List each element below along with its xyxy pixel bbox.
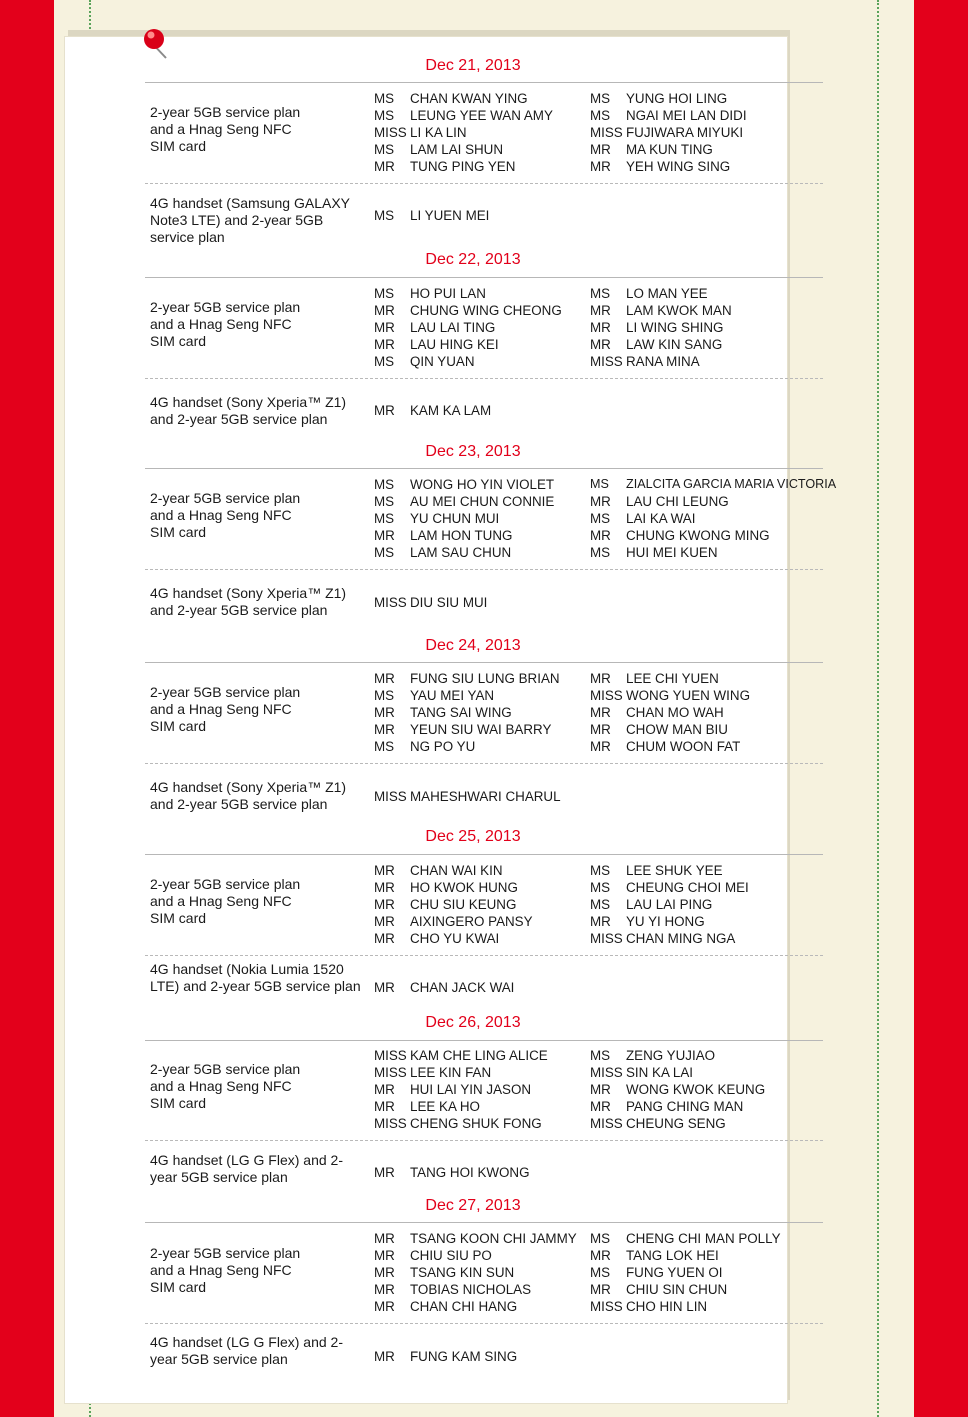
winner-entry bbox=[374, 879, 518, 896]
winner-name: ZIALCITA GARCIA MARIA VICTORIA bbox=[626, 477, 837, 491]
winner-name: LEE KA HO bbox=[410, 1099, 480, 1114]
winner-name: LAU LAI PING bbox=[626, 897, 713, 912]
winner-entry bbox=[374, 1298, 517, 1315]
winner-name: LAU LAI TING bbox=[410, 320, 496, 335]
winner-entry bbox=[374, 670, 560, 687]
winner-title: MS bbox=[374, 477, 395, 492]
winner-name: FUNG YUEN OI bbox=[626, 1265, 723, 1280]
winner-name: WONG KWOK KEUNG bbox=[626, 1082, 766, 1097]
winner-name: LI YUEN MEI bbox=[410, 208, 490, 223]
winner-title: MISS bbox=[374, 595, 407, 610]
winner-name: TUNG PING YEN bbox=[410, 159, 516, 174]
winner-name: LAU HING KEI bbox=[410, 337, 499, 352]
winner-name: CHIU SIN CHUN bbox=[626, 1282, 728, 1297]
winner-name: RANA MINA bbox=[626, 354, 700, 369]
winner-entry bbox=[374, 1047, 548, 1064]
winner-entry bbox=[374, 107, 553, 124]
winner-entry bbox=[374, 402, 491, 419]
winner-entry bbox=[590, 476, 836, 493]
winner-entry bbox=[374, 336, 499, 353]
winner-name: CHAN MO WAH bbox=[626, 705, 724, 720]
winner-title: MR bbox=[374, 320, 395, 335]
winner-title: MS bbox=[374, 545, 395, 560]
winner-title: MS bbox=[374, 208, 395, 223]
winner-name: LAW KIN SANG bbox=[626, 337, 723, 352]
winner-entry bbox=[374, 1164, 530, 1181]
date-divider bbox=[145, 1040, 823, 1041]
winner-entry bbox=[590, 90, 727, 107]
winner-entry bbox=[374, 493, 554, 510]
winner-name: CHUM WOON FAT bbox=[626, 739, 741, 754]
winner-name: NG PO YU bbox=[410, 739, 476, 754]
winner-name: KAM CHE LING ALICE bbox=[410, 1048, 548, 1063]
winner-name: AIXINGERO PANSY bbox=[410, 914, 533, 929]
sim-prize-description: 2-year 5GB service plan and a Hnag Seng NFC SIM card bbox=[150, 684, 301, 734]
date-divider bbox=[145, 468, 823, 469]
winner-title: MR bbox=[374, 914, 395, 929]
winner-title: MISS bbox=[374, 1116, 407, 1131]
winner-name: YUNG HOI LING bbox=[626, 91, 728, 106]
winner-title: MS bbox=[374, 91, 395, 106]
handset-prize-description: 4G handset (LG G Flex) and 2-year 5GB service plan bbox=[150, 1152, 343, 1185]
winner-entry bbox=[590, 879, 749, 896]
winner-title: MISS bbox=[590, 125, 623, 140]
winner-entry bbox=[374, 302, 562, 319]
draw-date: Dec 21, 2013 bbox=[425, 57, 521, 74]
winner-name: ZENG YUJIAO bbox=[626, 1048, 716, 1063]
winner-entry bbox=[374, 544, 511, 561]
winner-entry bbox=[590, 738, 740, 755]
draw-date: Dec 25, 2013 bbox=[425, 828, 521, 845]
date-divider bbox=[145, 1222, 823, 1223]
winner-title: MS bbox=[590, 545, 611, 560]
winner-title: MS bbox=[374, 494, 395, 509]
handset-prize-description: 4G handset (Samsung GALAXY Note3 LTE) and 2-year 5GB service plan bbox=[150, 195, 350, 245]
winner-title: MS bbox=[590, 511, 611, 526]
winner-name: MA KUN TING bbox=[626, 142, 713, 157]
winner-entry bbox=[590, 913, 705, 930]
winner-entry bbox=[374, 594, 487, 611]
winner-title: MR bbox=[590, 671, 611, 686]
winner-name: AU MEI CHUN CONNIE bbox=[410, 494, 555, 509]
winner-title: MR bbox=[374, 1099, 395, 1114]
winner-title: MS bbox=[374, 739, 395, 754]
winner-title: MR bbox=[374, 1265, 395, 1280]
winner-title: MR bbox=[590, 914, 611, 929]
prize-divider bbox=[145, 1140, 823, 1141]
winner-name: WONG HO YIN VIOLET bbox=[410, 477, 555, 492]
winner-name: CHUNG WING CHEONG bbox=[410, 303, 562, 318]
handset-prize-description: 4G handset (Sony Xperia™ Z1) and 2-year 5GB service plan bbox=[150, 585, 347, 618]
winner-name: CHO HIN LIN bbox=[626, 1299, 708, 1314]
winner-title: MR bbox=[374, 880, 395, 895]
winner-entry bbox=[374, 353, 475, 370]
winner-entry bbox=[374, 721, 551, 738]
date-divider bbox=[145, 82, 823, 83]
winner-title: MR bbox=[374, 1248, 395, 1263]
winner-name: TANG SAI WING bbox=[410, 705, 512, 720]
draw-date: Dec 26, 2013 bbox=[425, 1014, 521, 1031]
winner-title: MR bbox=[590, 159, 611, 174]
winner-entry bbox=[374, 979, 514, 996]
winner-entry bbox=[590, 1230, 781, 1247]
sim-prize-description: 2-year 5GB service plan and a Hnag Seng NFC SIM card bbox=[150, 299, 301, 349]
winner-name: LAM SAU CHUN bbox=[410, 545, 512, 560]
winner-name: YU YI HONG bbox=[626, 914, 705, 929]
prize-divider bbox=[145, 763, 823, 764]
winner-title: MR bbox=[374, 159, 395, 174]
winner-title: MISS bbox=[590, 354, 623, 369]
winner-entry bbox=[590, 1115, 726, 1132]
winner-title: MR bbox=[374, 337, 395, 352]
winner-title: MR bbox=[590, 494, 611, 509]
winner-title: MISS bbox=[374, 1048, 407, 1063]
winner-entry bbox=[590, 1081, 765, 1098]
winner-name: CHEUNG SENG bbox=[626, 1116, 726, 1131]
winner-name: TSANG KIN SUN bbox=[410, 1265, 515, 1280]
winner-entry bbox=[374, 704, 512, 721]
winner-entry bbox=[590, 1298, 707, 1315]
winner-title: MS bbox=[590, 108, 611, 123]
winner-entry bbox=[374, 913, 533, 930]
winner-name: SIN KA LAI bbox=[626, 1065, 693, 1080]
winner-title: MS bbox=[590, 286, 611, 301]
right-dotted-border bbox=[877, 0, 879, 1417]
winner-entry bbox=[374, 788, 561, 805]
winner-entry bbox=[374, 862, 503, 879]
winner-title: MS bbox=[374, 108, 395, 123]
winner-title: MS bbox=[374, 286, 395, 301]
winner-title: MS bbox=[590, 1048, 611, 1063]
prize-divider bbox=[145, 183, 823, 184]
handset-prize-description: 4G handset (Nokia Lumia 1520 LTE) and 2-year 5GB service plan bbox=[150, 961, 361, 994]
winner-name: LEE SHUK YEE bbox=[626, 863, 723, 878]
winner-title: MR bbox=[374, 1165, 395, 1180]
winner-entry bbox=[374, 1098, 480, 1115]
winner-title: MR bbox=[590, 320, 611, 335]
winner-title: MR bbox=[374, 1231, 395, 1246]
winner-title: MR bbox=[374, 528, 395, 543]
winner-title: MR bbox=[590, 1082, 611, 1097]
draw-date: Dec 23, 2013 bbox=[425, 443, 521, 460]
winner-name: FUJIWARA MIYUKI bbox=[626, 125, 744, 140]
draw-date: Dec 24, 2013 bbox=[425, 637, 521, 654]
prize-divider bbox=[145, 1323, 823, 1324]
winner-entry bbox=[590, 302, 732, 319]
winner-name: LAM KWOK MAN bbox=[626, 303, 732, 318]
winner-entry bbox=[590, 493, 729, 510]
winner-name: NGAI MEI LAN DIDI bbox=[626, 108, 747, 123]
winner-title: MR bbox=[590, 705, 611, 720]
winner-entry bbox=[590, 124, 743, 141]
winner-entry bbox=[590, 670, 719, 687]
winner-name: TSANG KOON CHI JAMMY bbox=[410, 1231, 577, 1246]
winner-entry bbox=[590, 687, 750, 704]
winner-entry bbox=[590, 896, 712, 913]
winner-title: MR bbox=[374, 722, 395, 737]
winner-name: YEH WING SING bbox=[626, 159, 731, 174]
winner-entry bbox=[374, 476, 554, 493]
winner-entry bbox=[590, 1047, 715, 1064]
winner-title: MR bbox=[590, 739, 611, 754]
winner-title: MR bbox=[590, 142, 611, 157]
winner-entry bbox=[590, 336, 722, 353]
winner-name: DIU SIU MUI bbox=[410, 595, 488, 610]
prize-divider bbox=[145, 378, 823, 379]
winner-title: MR bbox=[374, 671, 395, 686]
winner-name: TOBIAS NICHOLAS bbox=[410, 1282, 532, 1297]
winner-title: MR bbox=[374, 897, 395, 912]
handset-prize-description: 4G handset (Sony Xperia™ Z1) and 2-year 5GB service plan bbox=[150, 779, 347, 812]
winner-title: MR bbox=[374, 1282, 395, 1297]
winner-entry bbox=[374, 687, 494, 704]
winner-entry bbox=[374, 1247, 492, 1264]
sim-prize-description: 2-year 5GB service plan and a Hnag Seng NFC SIM card bbox=[150, 490, 301, 540]
winner-name: HUI LAI YIN JASON bbox=[410, 1082, 532, 1097]
winner-title: MR bbox=[374, 1349, 395, 1364]
winner-entry bbox=[590, 510, 695, 527]
winner-title: MS bbox=[590, 477, 609, 491]
winner-name: LI KA LIN bbox=[410, 125, 467, 140]
winner-title: MS bbox=[590, 863, 611, 878]
winner-title: MR bbox=[374, 403, 395, 418]
winner-title: MISS bbox=[590, 931, 623, 946]
winner-name: YAU MEI YAN bbox=[410, 688, 495, 703]
winner-entry bbox=[590, 1098, 743, 1115]
winner-title: MISS bbox=[374, 1065, 407, 1080]
prize-divider bbox=[145, 955, 823, 956]
winner-title: MR bbox=[374, 980, 395, 995]
winner-name: YU CHUN MUI bbox=[410, 511, 500, 526]
winner-name: CHUNG KWONG MING bbox=[626, 528, 770, 543]
winner-title: MISS bbox=[374, 125, 407, 140]
winner-entry bbox=[374, 896, 516, 913]
winner-title: MS bbox=[590, 91, 611, 106]
winner-entry bbox=[374, 930, 499, 947]
winner-title: MISS bbox=[590, 1116, 623, 1131]
draw-date: Dec 27, 2013 bbox=[425, 1197, 521, 1214]
winner-entry bbox=[590, 353, 700, 370]
winner-name: CHOW MAN BIU bbox=[626, 722, 728, 737]
winner-title: MR bbox=[590, 1282, 611, 1297]
winner-name: CHAN MING NGA bbox=[626, 931, 736, 946]
winner-title: MISS bbox=[590, 688, 623, 703]
winner-name: LAU CHI LEUNG bbox=[626, 494, 729, 509]
winner-name: CHU SIU KEUNG bbox=[410, 897, 517, 912]
winner-entry bbox=[374, 1348, 517, 1365]
winner-title: MR bbox=[374, 303, 395, 318]
winner-title: MISS bbox=[590, 1299, 623, 1314]
winner-entry bbox=[590, 158, 730, 175]
winner-name: CHENG SHUK FONG bbox=[410, 1116, 542, 1131]
winner-name: LAM LAI SHUN bbox=[410, 142, 504, 157]
sim-prize-description: 2-year 5GB service plan and a Hnag Seng NFC SIM card bbox=[150, 104, 301, 154]
winner-entry bbox=[374, 1115, 542, 1132]
winner-entry bbox=[374, 90, 528, 107]
winner-entry bbox=[590, 930, 735, 947]
winner-entry bbox=[590, 704, 724, 721]
winner-entry bbox=[590, 107, 747, 124]
winner-title: MS bbox=[590, 897, 611, 912]
handset-prize-description: 4G handset (Sony Xperia™ Z1) and 2-year 5GB service plan bbox=[150, 394, 347, 427]
winner-entry bbox=[590, 1264, 722, 1281]
winner-name: LEE CHI YUEN bbox=[626, 671, 719, 686]
prize-divider bbox=[145, 569, 823, 570]
winner-entry bbox=[590, 141, 713, 158]
winner-entry bbox=[590, 721, 728, 738]
sim-prize-description: 2-year 5GB service plan and a Hnag Seng NFC SIM card bbox=[150, 1245, 301, 1295]
winner-name: LO MAN YEE bbox=[626, 286, 708, 301]
winner-name: CHEUNG CHOI MEI bbox=[626, 880, 749, 895]
winner-entry bbox=[374, 285, 486, 302]
winner-name: CHAN JACK WAI bbox=[410, 980, 515, 995]
winner-title: MS bbox=[590, 1231, 611, 1246]
winner-entry bbox=[374, 1081, 531, 1098]
winner-entry bbox=[590, 544, 718, 561]
winner-title: MR bbox=[374, 705, 395, 720]
winner-entry bbox=[374, 527, 512, 544]
winner-entry bbox=[374, 1230, 577, 1247]
winner-name: CHAN KWAN YING bbox=[410, 91, 528, 106]
winner-title: MS bbox=[374, 511, 395, 526]
winner-name: CHO YU KWAI bbox=[410, 931, 500, 946]
winner-name: CHAN WAI KIN bbox=[410, 863, 503, 878]
winner-name: MAHESHWARI CHARUL bbox=[410, 789, 561, 804]
winner-entry bbox=[374, 124, 467, 141]
winner-name: LAM HON TUNG bbox=[410, 528, 513, 543]
winner-title: MR bbox=[590, 337, 611, 352]
handset-prize-description: 4G handset (LG G Flex) and 2-year 5GB service plan bbox=[150, 1334, 343, 1367]
winner-entry bbox=[374, 510, 499, 527]
winner-name: WONG YUEN WING bbox=[626, 688, 750, 703]
winner-name: CHENG CHI MAN POLLY bbox=[626, 1231, 781, 1246]
winner-title: MR bbox=[374, 931, 395, 946]
winner-title: MR bbox=[374, 863, 395, 878]
winner-title: MR bbox=[590, 303, 611, 318]
winner-title: MR bbox=[590, 528, 611, 543]
winner-title: MR bbox=[374, 1082, 395, 1097]
winner-entry bbox=[590, 285, 708, 302]
winner-title: MR bbox=[590, 1099, 611, 1114]
winner-entry bbox=[590, 1281, 727, 1298]
winner-title: MR bbox=[590, 1248, 611, 1263]
winner-entry bbox=[374, 1264, 514, 1281]
winner-name: HO KWOK HUNG bbox=[410, 880, 518, 895]
winner-name: LEE KIN FAN bbox=[410, 1065, 492, 1080]
date-divider bbox=[145, 277, 823, 278]
winner-name: HO PUI LAN bbox=[410, 286, 486, 301]
winner-title: MS bbox=[590, 1265, 611, 1280]
winner-title: MISS bbox=[590, 1065, 623, 1080]
winner-name: KAM KA LAM bbox=[410, 403, 492, 418]
winner-entry bbox=[590, 319, 723, 336]
winner-entry bbox=[590, 1064, 693, 1081]
winner-name: QIN YUAN bbox=[410, 354, 475, 369]
winner-entry bbox=[590, 527, 770, 544]
winner-name: HUI MEI KUEN bbox=[626, 545, 718, 560]
winner-name: FUNG SIU LUNG BRIAN bbox=[410, 671, 560, 686]
sim-prize-description: 2-year 5GB service plan and a Hnag Seng NFC SIM card bbox=[150, 876, 301, 926]
winner-name: YEUN SIU WAI BARRY bbox=[410, 722, 552, 737]
winner-entry bbox=[374, 319, 495, 336]
winner-entry bbox=[374, 1064, 491, 1081]
pushpin-icon bbox=[142, 27, 172, 61]
winner-name: LI WING SHING bbox=[626, 320, 724, 335]
winner-name: CHIU SIU PO bbox=[410, 1248, 492, 1263]
winner-name: PANG CHING MAN bbox=[626, 1099, 744, 1114]
winner-name: LAI KA WAI bbox=[626, 511, 696, 526]
winner-entry bbox=[374, 158, 515, 175]
winner-title: MS bbox=[590, 880, 611, 895]
winner-name: FUNG KAM SING bbox=[410, 1349, 518, 1364]
draw-date: Dec 22, 2013 bbox=[425, 251, 521, 268]
date-divider bbox=[145, 854, 823, 855]
winner-name: TANG LOK HEI bbox=[626, 1248, 719, 1263]
winner-entry bbox=[374, 141, 503, 158]
winner-title: MISS bbox=[374, 789, 407, 804]
winner-title: MS bbox=[374, 354, 395, 369]
winner-entry bbox=[374, 207, 489, 224]
winner-title: MR bbox=[374, 1299, 395, 1314]
winner-title: MR bbox=[590, 722, 611, 737]
winner-name: CHAN CHI HANG bbox=[410, 1299, 518, 1314]
winner-entry bbox=[590, 1247, 719, 1264]
winner-name: TANG HOI KWONG bbox=[410, 1165, 530, 1180]
sim-prize-description: 2-year 5GB service plan and a Hnag Seng NFC SIM card bbox=[150, 1061, 301, 1111]
winner-entry bbox=[374, 738, 475, 755]
winner-entry bbox=[374, 1281, 531, 1298]
winner-entry bbox=[590, 862, 723, 879]
date-divider bbox=[145, 662, 823, 663]
winner-title: MS bbox=[374, 142, 395, 157]
winner-name: LEUNG YEE WAN AMY bbox=[410, 108, 553, 123]
winner-title: MS bbox=[374, 688, 395, 703]
